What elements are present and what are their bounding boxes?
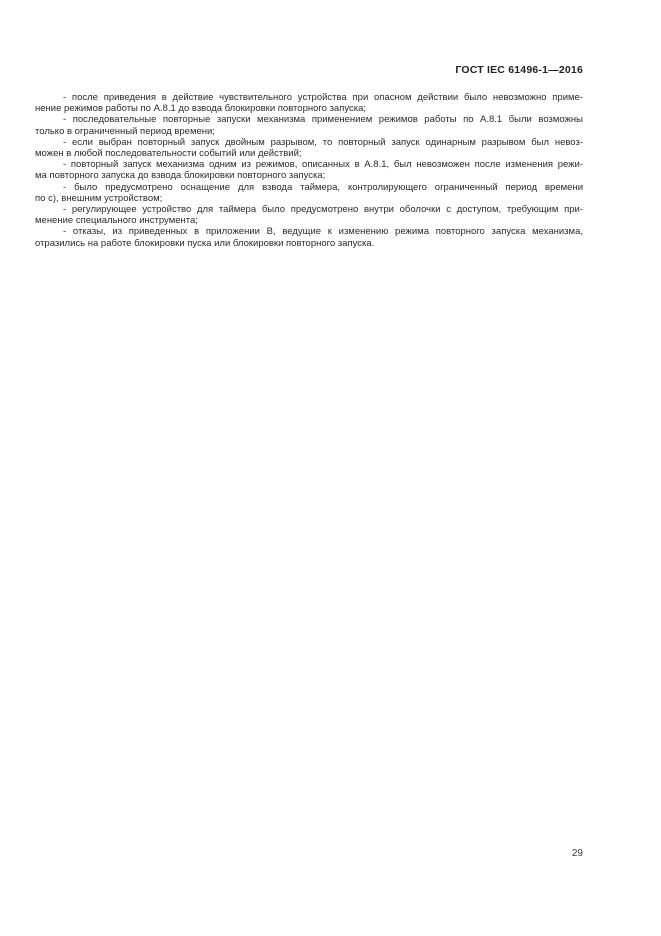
page-number: 29 bbox=[571, 848, 583, 859]
paragraph bbox=[35, 182, 583, 204]
text-line: - после приведения в действие чувствительного устройства при опасном действии было невозможно приме- bbox=[63, 92, 583, 103]
text-line: ма повторного запуска до взвода блокировки повторного запуска; bbox=[35, 170, 326, 182]
text-line: - было предусмотрено оснащение для взвода таймера, контролирующего ограниченный период времени bbox=[63, 181, 583, 193]
text-line: по с), внешним устройством; bbox=[35, 192, 163, 204]
paragraph bbox=[35, 114, 583, 136]
text-line: отразились на работе блокировки пуска или блокировки повторного запуска. bbox=[35, 237, 375, 249]
text-line: только в ограниченный период времени; bbox=[35, 125, 215, 137]
text-line: нение режимов работы по А.8.1 до взвода блокировки повторного запуска; bbox=[35, 103, 367, 115]
body-text bbox=[35, 92, 583, 249]
text-line: - отказы, из приведенных в приложении В, ведущие к изменению режима повторного запуска механизма, bbox=[63, 226, 583, 238]
text-line: - повторный запуск механизма одним из режимов, описанных в А.8.1, был невозможен после изменения режи- bbox=[63, 159, 583, 171]
text-line: менение специального инструмента; bbox=[35, 215, 198, 227]
paragraph bbox=[35, 159, 583, 181]
paragraph bbox=[35, 137, 583, 159]
paragraph bbox=[35, 204, 583, 226]
text-line: можен в любой последовательности событий или действий; bbox=[35, 148, 302, 160]
standard-designation: ГОСТ IEC 61496-1—2016 bbox=[455, 64, 583, 76]
text-line: - если выбран повторный запуск двойным разрывом, то повторный запуск одинарным разрывом был невоз- bbox=[63, 136, 583, 148]
paragraph bbox=[35, 92, 583, 114]
paragraph bbox=[35, 226, 583, 248]
text-line: - последовательные повторные запуски механизма применением режимов работы по А.8.1 были возможны bbox=[63, 114, 583, 126]
text-line: - регулирующее устройство для таймера было предусмотрено внутри оболочки с доступом, требующим при- bbox=[63, 204, 583, 216]
running-header bbox=[35, 64, 583, 76]
